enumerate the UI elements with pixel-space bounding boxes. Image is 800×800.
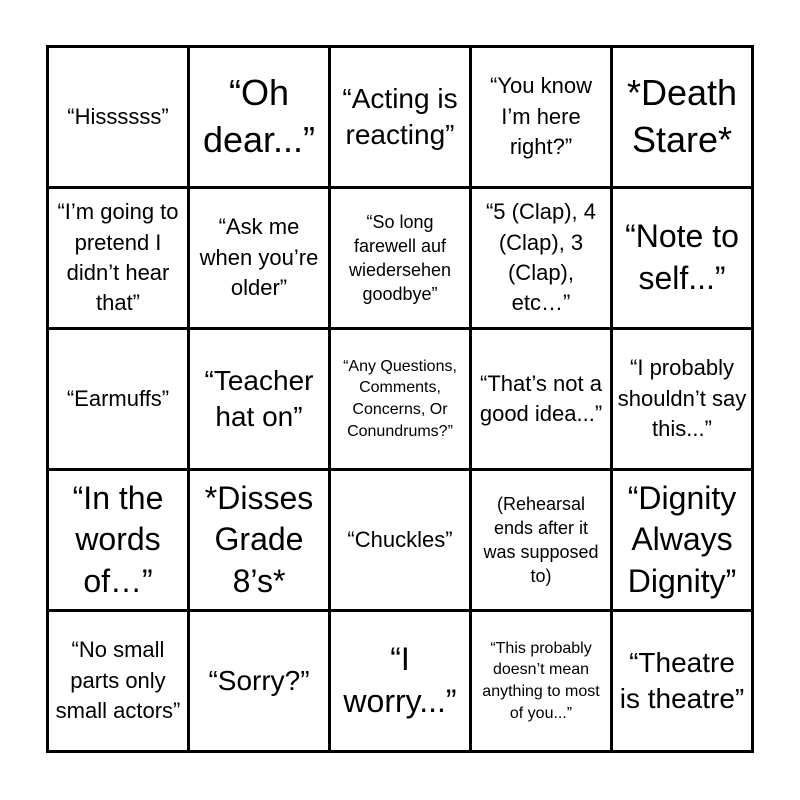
bingo-cell[interactable] xyxy=(49,612,187,750)
bingo-cell[interactable] xyxy=(49,189,187,327)
bingo-cell[interactable] xyxy=(613,189,751,327)
bingo-cell[interactable] xyxy=(331,612,469,750)
cell-text: “Sorry?” xyxy=(208,664,310,696)
bingo-cell[interactable] xyxy=(331,189,469,327)
cell-text: “Any Questions, Comments, Concerns, Or Conundrums?” xyxy=(343,357,457,440)
bingo-cell[interactable] xyxy=(331,330,469,468)
cell-text: *Disses Grade 8’s* xyxy=(204,479,314,599)
bingo-cell[interactable] xyxy=(331,471,469,609)
cell-text: “That’s not a good idea...” xyxy=(479,370,603,426)
cell-text: “5 (Clap), 4 (Clap), 3 (Clap), etc…” xyxy=(485,199,597,316)
bingo-cell[interactable] xyxy=(472,471,610,609)
bingo-cell[interactable] xyxy=(472,612,610,750)
cell-text: “This probably doesn’t mean anything to most of you...” xyxy=(482,639,600,722)
cell-text: “Oh dear...” xyxy=(202,72,316,160)
bingo-cell[interactable] xyxy=(613,48,751,186)
cell-text: “You know I’m here right?” xyxy=(490,73,592,160)
cell-text: “I worry...” xyxy=(343,641,457,719)
bingo-cell[interactable] xyxy=(472,330,610,468)
bingo-cell[interactable] xyxy=(49,471,187,609)
bingo-cell[interactable] xyxy=(49,48,187,186)
bingo-cell[interactable] xyxy=(190,471,328,609)
cell-text: “Note to self...” xyxy=(625,218,739,296)
cell-text: “So long farewell auf wiedersehen goodbye” xyxy=(348,211,452,305)
bingo-cell[interactable] xyxy=(613,330,751,468)
bingo-cell[interactable] xyxy=(190,330,328,468)
bingo-cell[interactable] xyxy=(472,189,610,327)
cell-text: *Death Stare* xyxy=(626,72,738,160)
bingo-cell[interactable] xyxy=(613,612,751,750)
bingo-board xyxy=(46,45,754,753)
cell-text: “In the words of…” xyxy=(72,479,164,599)
cell-text: “Teacher hat on” xyxy=(204,364,314,432)
cell-text: “Theatre is theatre” xyxy=(619,646,745,714)
bingo-cell[interactable] xyxy=(613,471,751,609)
cell-text: “Dignity Always Dignity” xyxy=(627,479,737,599)
cell-text: “I probably shouldn’t say this...” xyxy=(617,355,747,442)
bingo-cell[interactable] xyxy=(190,189,328,327)
bingo-cell[interactable] xyxy=(190,612,328,750)
bingo-cell[interactable] xyxy=(49,330,187,468)
cell-text: “No small parts only small actors” xyxy=(55,637,181,724)
cell-text: (Rehearsal ends after it was supposed to) xyxy=(483,493,599,587)
cell-text: “Hissssss” xyxy=(67,103,169,129)
cell-text: “Acting is reacting” xyxy=(342,82,458,150)
cell-text: “Ask me when you’re older” xyxy=(199,214,319,301)
cell-text: “Chuckles” xyxy=(347,526,453,552)
cell-text: “I’m going to pretend I didn’t hear that” xyxy=(57,199,179,316)
bingo-cell[interactable] xyxy=(472,48,610,186)
bingo-cell[interactable] xyxy=(190,48,328,186)
bingo-cell[interactable] xyxy=(331,48,469,186)
cell-text: “Earmuffs” xyxy=(66,385,170,411)
